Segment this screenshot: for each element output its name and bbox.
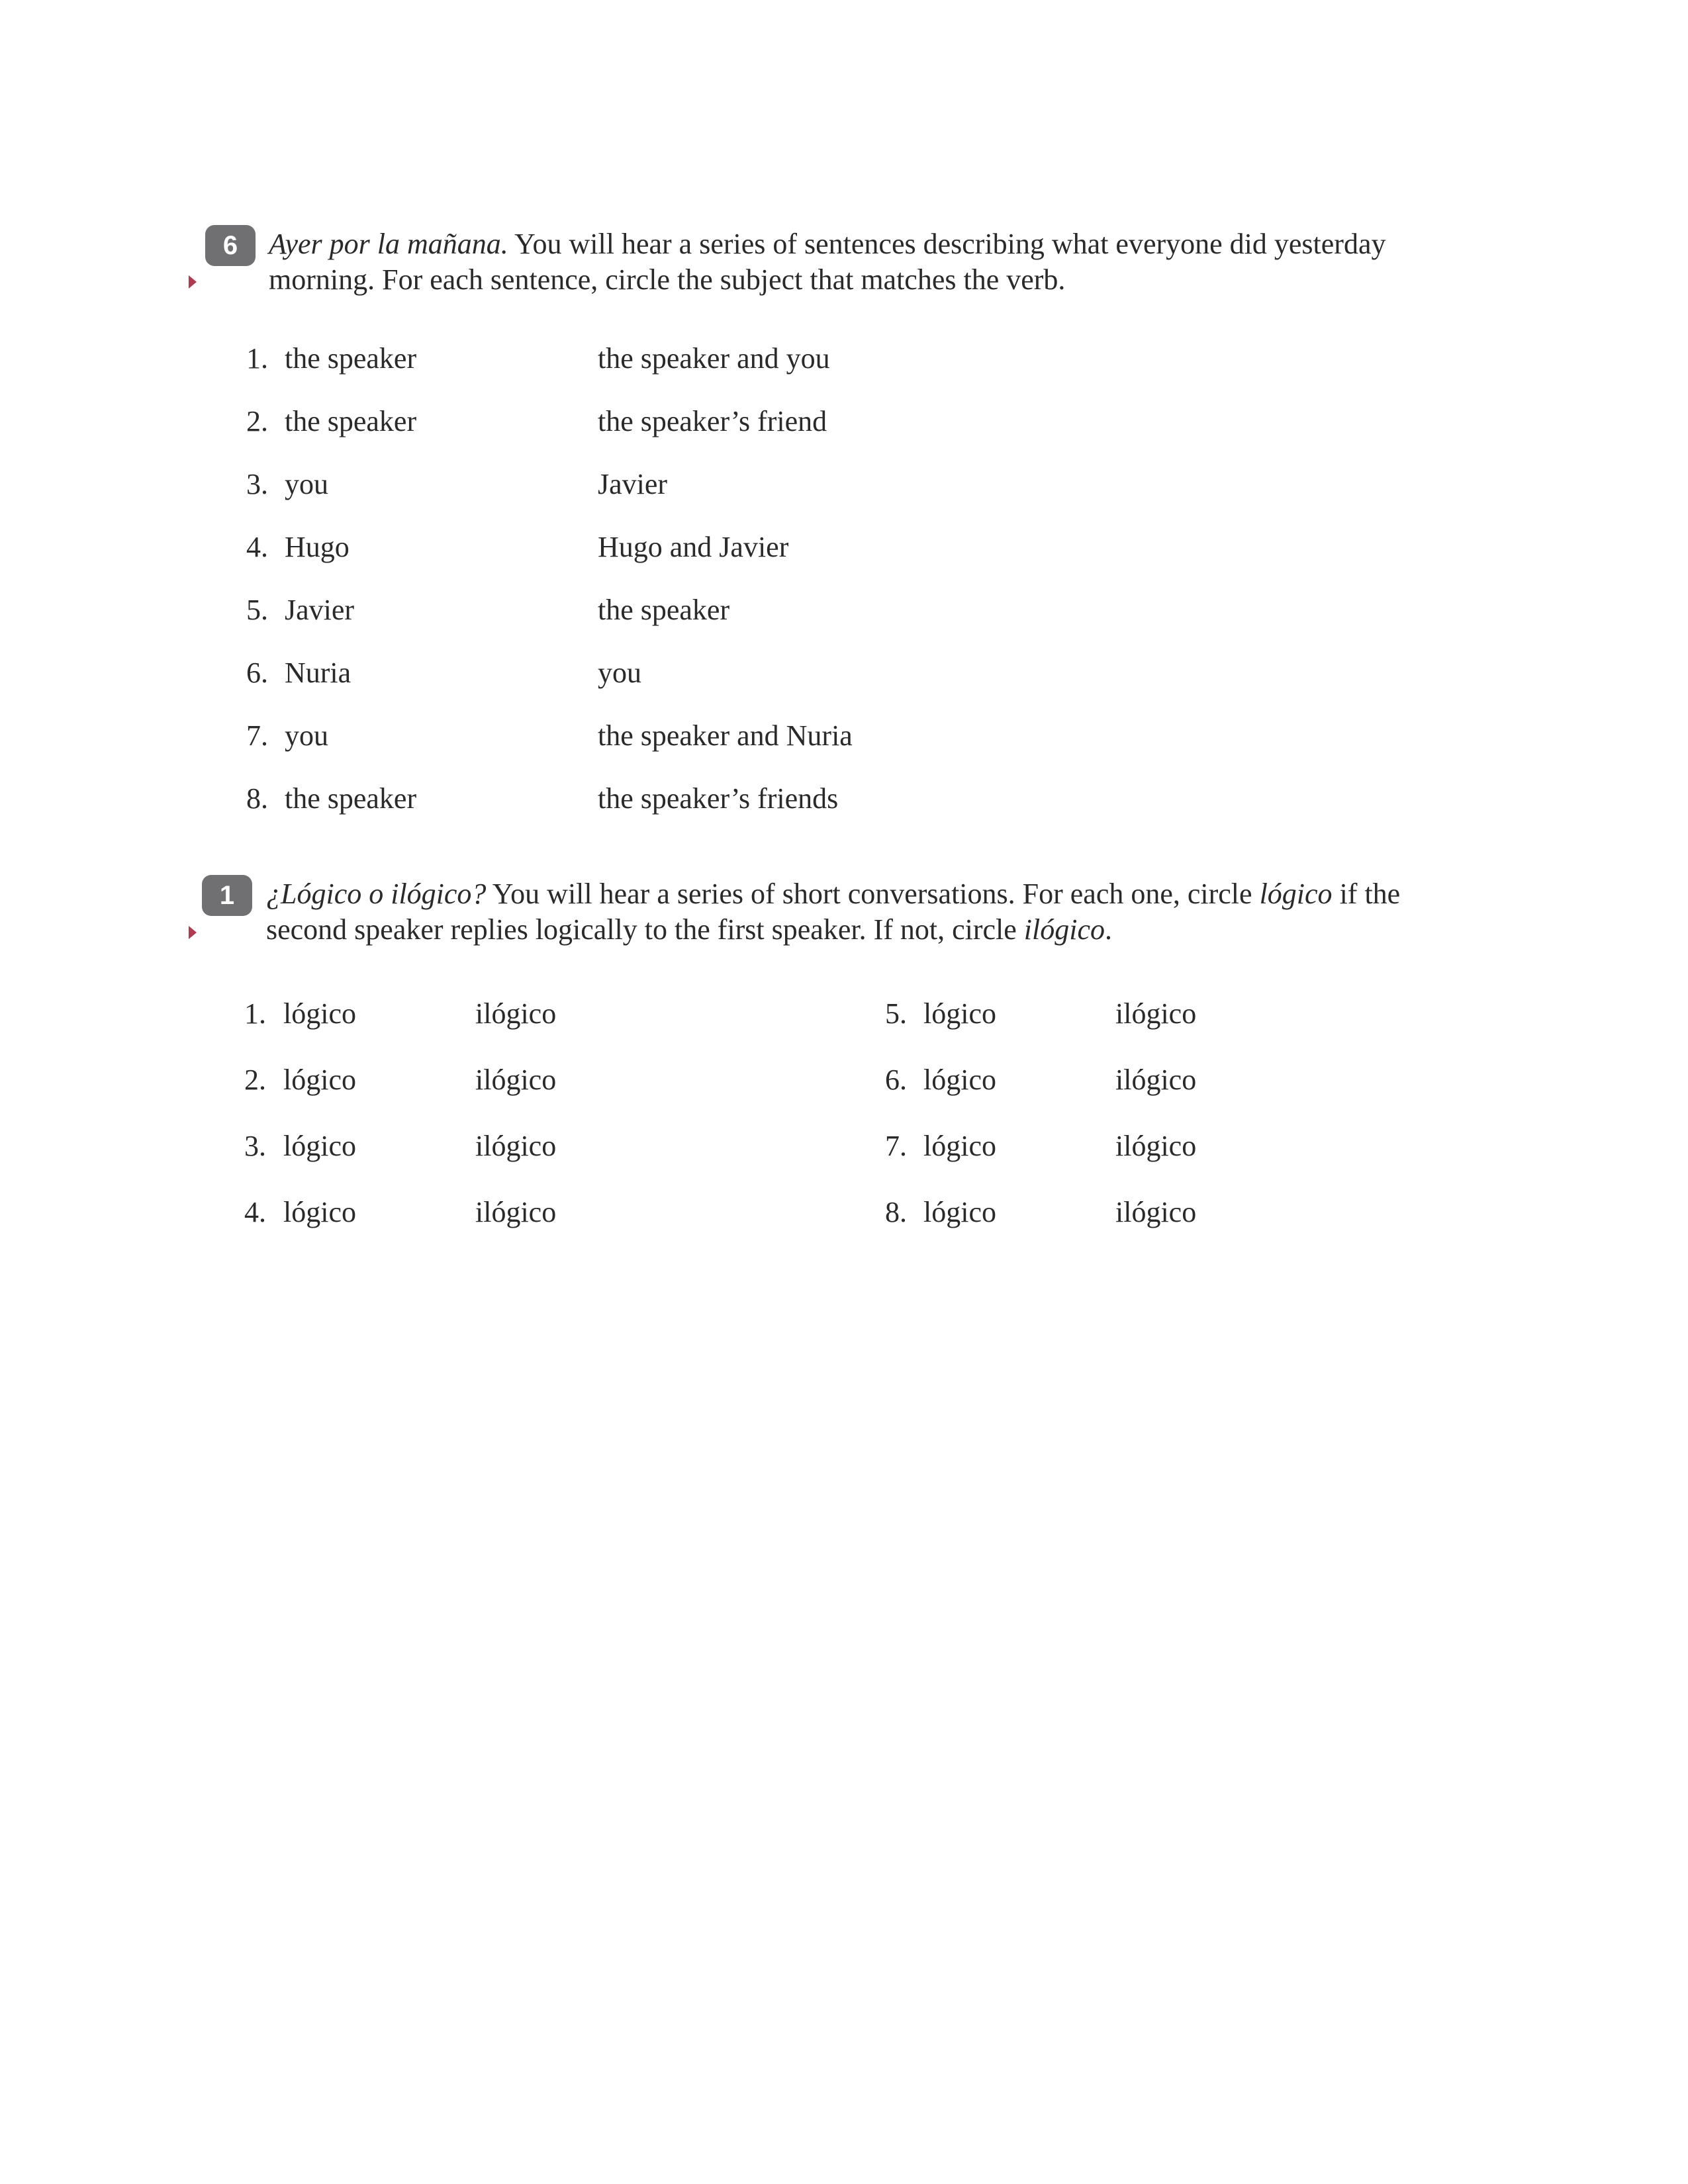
option-b[interactable]: the speaker and you: [598, 342, 830, 375]
instructions-emphasis: ilógico: [1023, 913, 1105, 946]
option-logico[interactable]: lógico: [923, 1130, 996, 1162]
item-number: 5.: [246, 594, 268, 626]
option-logico[interactable]: lógico: [923, 1064, 996, 1096]
activity-number-badge: 1: [202, 875, 252, 916]
option-a[interactable]: you: [285, 468, 328, 500]
item-number: 2.: [246, 405, 268, 437]
audio-icon[interactable]: [189, 275, 197, 289]
option-a[interactable]: the speaker: [285, 405, 417, 437]
activity-instructions: [266, 876, 1438, 948]
option-ilogico[interactable]: ilógico: [1115, 997, 1197, 1030]
item-number: 3.: [246, 468, 268, 500]
option-logico[interactable]: lógico: [283, 1064, 356, 1096]
option-a[interactable]: you: [285, 719, 328, 752]
item-number: 7.: [246, 719, 268, 752]
option-logico[interactable]: lógico: [923, 1196, 996, 1228]
activity-title: ¿Lógico o ilógico?: [266, 878, 487, 910]
item-number: 8.: [885, 1196, 907, 1228]
option-b[interactable]: the speaker’s friend: [598, 405, 827, 437]
option-a[interactable]: the speaker: [285, 782, 417, 815]
option-a[interactable]: Hugo: [285, 531, 350, 563]
instructions-text: You will hear a series of sentences describing what everyone did yesterday morning. For each sentence, circle the subject that matches the verb.: [269, 228, 1386, 296]
option-b[interactable]: the speaker and Nuria: [598, 719, 853, 752]
audio-icon[interactable]: [189, 926, 197, 939]
option-logico[interactable]: lógico: [283, 1130, 356, 1162]
option-ilogico[interactable]: ilógico: [1115, 1130, 1197, 1162]
option-ilogico[interactable]: ilógico: [475, 1196, 557, 1228]
item-number: 7.: [885, 1130, 907, 1162]
item-number: 1.: [246, 342, 268, 375]
item-number: 4.: [244, 1196, 266, 1228]
option-logico[interactable]: lógico: [283, 997, 356, 1030]
instructions-text: if the second speaker replies logically to the first speaker. If not, circle: [266, 878, 1401, 946]
option-b[interactable]: Javier: [598, 468, 668, 500]
option-b[interactable]: you: [598, 657, 641, 689]
item-number: 3.: [244, 1130, 266, 1162]
option-logico[interactable]: lógico: [283, 1196, 356, 1228]
item-number: 2.: [244, 1064, 266, 1096]
item-number: 1.: [244, 997, 266, 1030]
activity-title: Ayer por la mañana.: [269, 228, 508, 260]
option-ilogico[interactable]: ilógico: [475, 997, 557, 1030]
option-a[interactable]: Javier: [285, 594, 355, 626]
item-number: 5.: [885, 997, 907, 1030]
instructions-text: .: [1105, 913, 1112, 946]
option-b[interactable]: the speaker’s friends: [598, 782, 839, 815]
item-number: 6.: [246, 657, 268, 689]
activity-instructions: [269, 226, 1447, 298]
option-logico[interactable]: lógico: [923, 997, 996, 1030]
activity-number-badge: 6: [205, 225, 256, 266]
option-ilogico[interactable]: ilógico: [1115, 1196, 1197, 1228]
instructions-emphasis: lógico: [1259, 878, 1333, 910]
option-ilogico[interactable]: ilógico: [475, 1130, 557, 1162]
option-a[interactable]: Nuria: [285, 657, 352, 689]
instructions-text: You will hear a series of short conversations. For each one, circle: [486, 878, 1260, 910]
option-ilogico[interactable]: ilógico: [1115, 1064, 1197, 1096]
option-a[interactable]: the speaker: [285, 342, 417, 375]
option-b[interactable]: Hugo and Javier: [598, 531, 789, 563]
item-number: 8.: [246, 782, 268, 815]
item-number: 4.: [246, 531, 268, 563]
item-number: 6.: [885, 1064, 907, 1096]
option-b[interactable]: the speaker: [598, 594, 730, 626]
option-ilogico[interactable]: ilógico: [475, 1064, 557, 1096]
